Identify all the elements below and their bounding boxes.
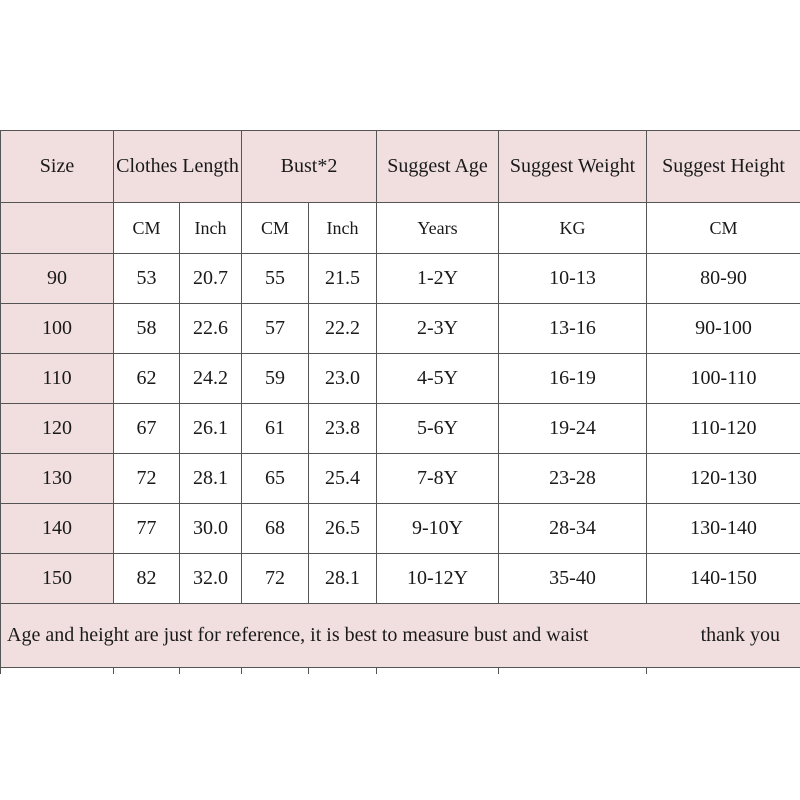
header-bust: Bust*2 [242, 131, 377, 203]
cell-length-cm: 62 [114, 354, 180, 404]
cell-length-inch: 22.6 [180, 304, 242, 354]
cell-bust-cm: 57 [242, 304, 309, 354]
table-row [1, 354, 800, 404]
table-row [1, 404, 800, 454]
cell-bust-cm: 55 [242, 254, 309, 304]
cell-height: 80-90 [647, 254, 800, 304]
cell-size: 130 [1, 454, 114, 504]
unit-length-cm: CM [114, 203, 180, 254]
cell-weight: 10-13 [499, 254, 647, 304]
unit-bust-inch: Inch [309, 203, 377, 254]
cell-bust-inch: 23.0 [309, 354, 377, 404]
header-suggest-height: Suggest Height [647, 131, 800, 203]
cell-length-inch: 24.2 [180, 354, 242, 404]
cell-size: 120 [1, 404, 114, 454]
cell-weight: 13-16 [499, 304, 647, 354]
cell-length-cm: 72 [114, 454, 180, 504]
cell-age: 4-5Y [377, 354, 499, 404]
cell-weight: 16-19 [499, 354, 647, 404]
unit-length-inch: Inch [180, 203, 242, 254]
cell-length-cm: 82 [114, 554, 180, 604]
table-row [1, 254, 800, 304]
cell-length-inch: 26.1 [180, 404, 242, 454]
table-row [1, 304, 800, 354]
cell-size: 100 [1, 304, 114, 354]
cell-age: 10-12Y [377, 554, 499, 604]
cell-weight: 28-34 [499, 504, 647, 554]
note-text: Age and height are just for reference, it is best to measure bust and waist [7, 624, 589, 646]
cell-bust-inch: 22.2 [309, 304, 377, 354]
cell-weight: 19-24 [499, 404, 647, 454]
cell-height: 130-140 [647, 504, 800, 554]
cell-weight: 35-40 [499, 554, 647, 604]
cell-size: 150 [1, 554, 114, 604]
cell-size: 140 [1, 504, 114, 554]
cell-length-inch: 20.7 [180, 254, 242, 304]
note-row [1, 604, 800, 668]
cell-height: 90-100 [647, 304, 800, 354]
cell-height: 140-150 [647, 554, 800, 604]
cell-age: 1-2Y [377, 254, 499, 304]
cell-bust-inch: 26.5 [309, 504, 377, 554]
header-suggest-age: Suggest Age [377, 131, 499, 203]
cell-length-inch: 32.0 [180, 554, 242, 604]
units-row [1, 203, 800, 254]
header-clothes-length: Clothes Length [114, 131, 242, 203]
cell-height: 110-120 [647, 404, 800, 454]
bottom-stub-row [1, 668, 800, 675]
table-row [1, 454, 800, 504]
cell-bust-cm: 65 [242, 454, 309, 504]
unit-bust-cm: CM [242, 203, 309, 254]
cell-bust-inch: 25.4 [309, 454, 377, 504]
cell-size: 110 [1, 354, 114, 404]
cell-bust-inch: 21.5 [309, 254, 377, 304]
cell-bust-cm: 68 [242, 504, 309, 554]
cell-age: 9-10Y [377, 504, 499, 554]
table-row [1, 554, 800, 604]
unit-age: Years [377, 203, 499, 254]
units-size-blank [1, 203, 114, 254]
cell-length-cm: 53 [114, 254, 180, 304]
cell-bust-inch: 28.1 [309, 554, 377, 604]
cell-age: 2-3Y [377, 304, 499, 354]
header-size: Size [1, 131, 114, 203]
cell-age: 5-6Y [377, 404, 499, 454]
cell-length-inch: 30.0 [180, 504, 242, 554]
cell-height: 100-110 [647, 354, 800, 404]
size-chart-table [0, 130, 800, 674]
thank-you-text: thank you [700, 624, 781, 646]
header-row [1, 131, 800, 203]
cell-length-cm: 58 [114, 304, 180, 354]
cell-bust-cm: 72 [242, 554, 309, 604]
cell-length-cm: 77 [114, 504, 180, 554]
unit-weight: KG [499, 203, 647, 254]
cell-length-cm: 67 [114, 404, 180, 454]
header-suggest-weight: Suggest Weight [499, 131, 647, 203]
cell-bust-inch: 23.8 [309, 404, 377, 454]
cell-height: 120-130 [647, 454, 800, 504]
cell-weight: 23-28 [499, 454, 647, 504]
cell-bust-cm: 59 [242, 354, 309, 404]
cell-length-inch: 28.1 [180, 454, 242, 504]
table-body [1, 254, 800, 604]
cell-size: 90 [1, 254, 114, 304]
cell-bust-cm: 61 [242, 404, 309, 454]
table-row [1, 504, 800, 554]
note-cell [1, 604, 800, 668]
unit-height: CM [647, 203, 800, 254]
cell-age: 7-8Y [377, 454, 499, 504]
